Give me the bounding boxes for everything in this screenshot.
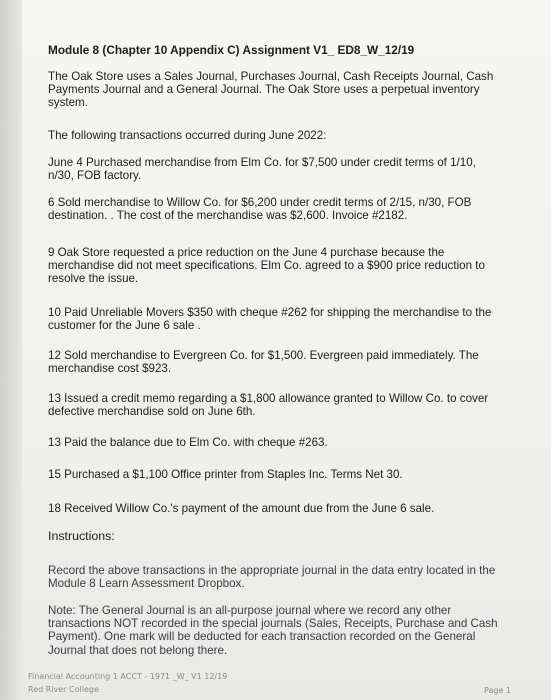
page-number: Page 1 <box>484 686 511 695</box>
transaction-item: 10 Paid Unreliable Movers $350 with cheque #262 for shipping the merchandise to the customer for the June 6 sale . <box>48 306 492 333</box>
note-text: Note: The General Journal is an all-purpose journal where we record any other transactions NOT recorded in the special journals (Sales, Receipts, Purchase and Cash Payment). One mark will be deducted for each transaction recorded on the General Journal that does not belong there. <box>48 604 498 657</box>
transaction-item: 13 Paid the balance due to Elm Co. with cheque #263. <box>48 436 328 449</box>
transaction-item: June 4 Purchased merchandise from Elm Co. for $7,500 under credit terms of 1/10, n/30, FOB factory. <box>48 156 476 183</box>
transaction-item: 15 Purchased a $1,100 Office printer from Staples Inc. Terms Net 30. <box>48 468 403 481</box>
transaction-item: 9 Oak Store requested a price reduction on the June 4 purchase because the merchandise did not meet specifications. Elm Co. agreed to a $900 price reduction to resolve the issue. <box>48 246 485 286</box>
intro-paragraph: The Oak Store uses a Sales Journal, Purchases Journal, Cash Receipts Journal, Cash Payments Journal and a General Journal. The Oak Store uses a perpetual inventory system. <box>48 70 494 110</box>
transactions-intro: The following transactions occurred during June 2022: <box>48 129 327 142</box>
instructions-text: Record the above transactions in the appropriate journal in the data entry located in the Module 8 Learn Assessment Dropbox. <box>48 564 496 591</box>
transaction-item: 13 Issued a credit memo regarding a $1,800 allowance granted to Willow Co. to cover defective merchandise sold on June 6th. <box>48 392 489 419</box>
instructions-heading: Instructions: <box>48 529 115 543</box>
transaction-item: 12 Sold merchandise to Evergreen Co. for $1,500. Evergreen paid immediately. The merchandise cost $923. <box>48 349 479 376</box>
transaction-item: 6 Sold merchandise to Willow Co. for $6,200 under credit terms of 2/15, n/30, FOB destination. . The cost of the merchandise was $2,600. Invoice #2182. <box>48 196 472 223</box>
footer-college: Red River College <box>28 685 99 694</box>
footer-course: Financial Accounting 1 ACCT - 1971 _W_ V1 12/19 <box>28 672 228 681</box>
document-title: Module 8 (Chapter 10 Appendix C) Assignment V1_ ED8_W_12/19 <box>48 43 415 57</box>
transaction-item: 18 Received Willow Co.'s payment of the amount due from the June 6 sale. <box>48 502 435 515</box>
